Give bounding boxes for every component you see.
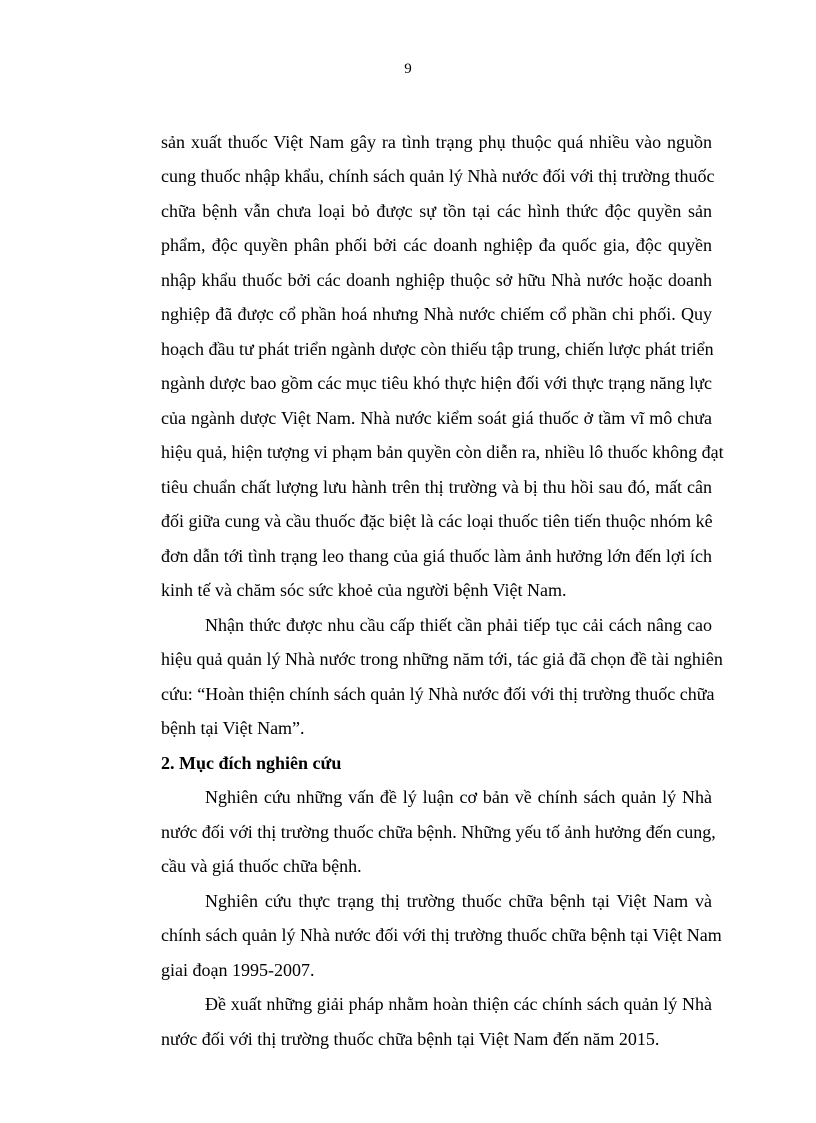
text-line: ngành dược bao gồm các mục tiêu khó thực hiện đối với thực trạng năng lực <box>161 373 712 393</box>
text-line: hiệu quả, hiện tượng vi phạm bản quyền còn diễn ra, nhiều lô thuốc không đạt <box>161 442 724 462</box>
text-line: hoạch đầu tư phát triển ngành dược còn thiếu tập trung, chiến lược phát triển <box>161 339 714 359</box>
text-line: kinh tế và chăm sóc sức khoẻ của người bệnh Việt Nam. <box>161 580 567 600</box>
text-line: Nghiên cứu thực trạng thị trường thuốc chữa bệnh tại Việt Nam và <box>205 891 712 911</box>
text-line: nghiệp đã được cổ phần hoá nhưng Nhà nước chiếm cổ phần chi phối. Quy <box>161 304 712 324</box>
text-line: cầu và giá thuốc chữa bệnh. <box>161 856 362 876</box>
text-line: đơn dẫn tới tình trạng leo thang của giá thuốc làm ảnh hưởng lớn đến lợi ích <box>161 546 712 566</box>
text-line: cung thuốc nhập khẩu, chính sách quản lý Nhà nước đối với thị trường thuốc <box>161 166 715 186</box>
text-line: nhập khẩu thuốc bởi các doanh nghiệp thuộc sở hữu Nhà nước hoặc doanh <box>161 270 712 290</box>
text-line: bệnh tại Việt Nam”. <box>161 718 305 738</box>
text-line: hiệu quả quản lý Nhà nước trong những năm tới, tác giả đã chọn đề tài nghiên <box>161 649 723 669</box>
text-line: cứu: “Hoàn thiện chính sách quản lý Nhà nước đối với thị trường thuốc chữa <box>161 684 715 704</box>
text-line: nước đối với thị trường thuốc chữa bệnh. Những yếu tố ảnh hưởng đến cung, <box>161 822 716 842</box>
page-number: 9 <box>404 61 412 77</box>
text-line: của ngành dược Việt Nam. Nhà nước kiểm soát giá thuốc ở tầm vĩ mô chưa <box>161 408 712 428</box>
text-line: chữa bệnh vẫn chưa loại bỏ được sự tồn tại các hình thức độc quyền sản <box>161 201 712 221</box>
section-heading: 2. Mục đích nghiên cứu <box>161 753 342 773</box>
text-line: giai đoạn 1995-2007. <box>161 960 315 980</box>
text-line: tiêu chuẩn chất lượng lưu hành trên thị trường và bị thu hồi sau đó, mất cân <box>161 477 712 497</box>
text-line: đối giữa cung và cầu thuốc đặc biệt là các loại thuốc tiên tiến thuộc nhóm kê <box>161 511 713 531</box>
text-line: sản xuất thuốc Việt Nam gây ra tình trạng phụ thuộc quá nhiều vào nguồn <box>161 132 712 152</box>
text-line: Nghiên cứu những vấn đề lý luận cơ bản về chính sách quản lý Nhà <box>205 787 712 807</box>
text-line: chính sách quản lý Nhà nước đối với thị trường thuốc chữa bệnh tại Việt Nam <box>161 925 722 945</box>
text-line: Đề xuất những giải pháp nhằm hoàn thiện các chính sách quản lý Nhà <box>205 994 712 1014</box>
text-line: phẩm, độc quyền phân phối bởi các doanh nghiệp đa quốc gia, độc quyền <box>161 235 712 255</box>
text-line: nước đối với thị trường thuốc chữa bệnh tại Việt Nam đến năm 2015. <box>161 1029 660 1049</box>
text-line: Nhận thức được nhu cầu cấp thiết cần phải tiếp tục cải cách nâng cao <box>205 615 712 635</box>
